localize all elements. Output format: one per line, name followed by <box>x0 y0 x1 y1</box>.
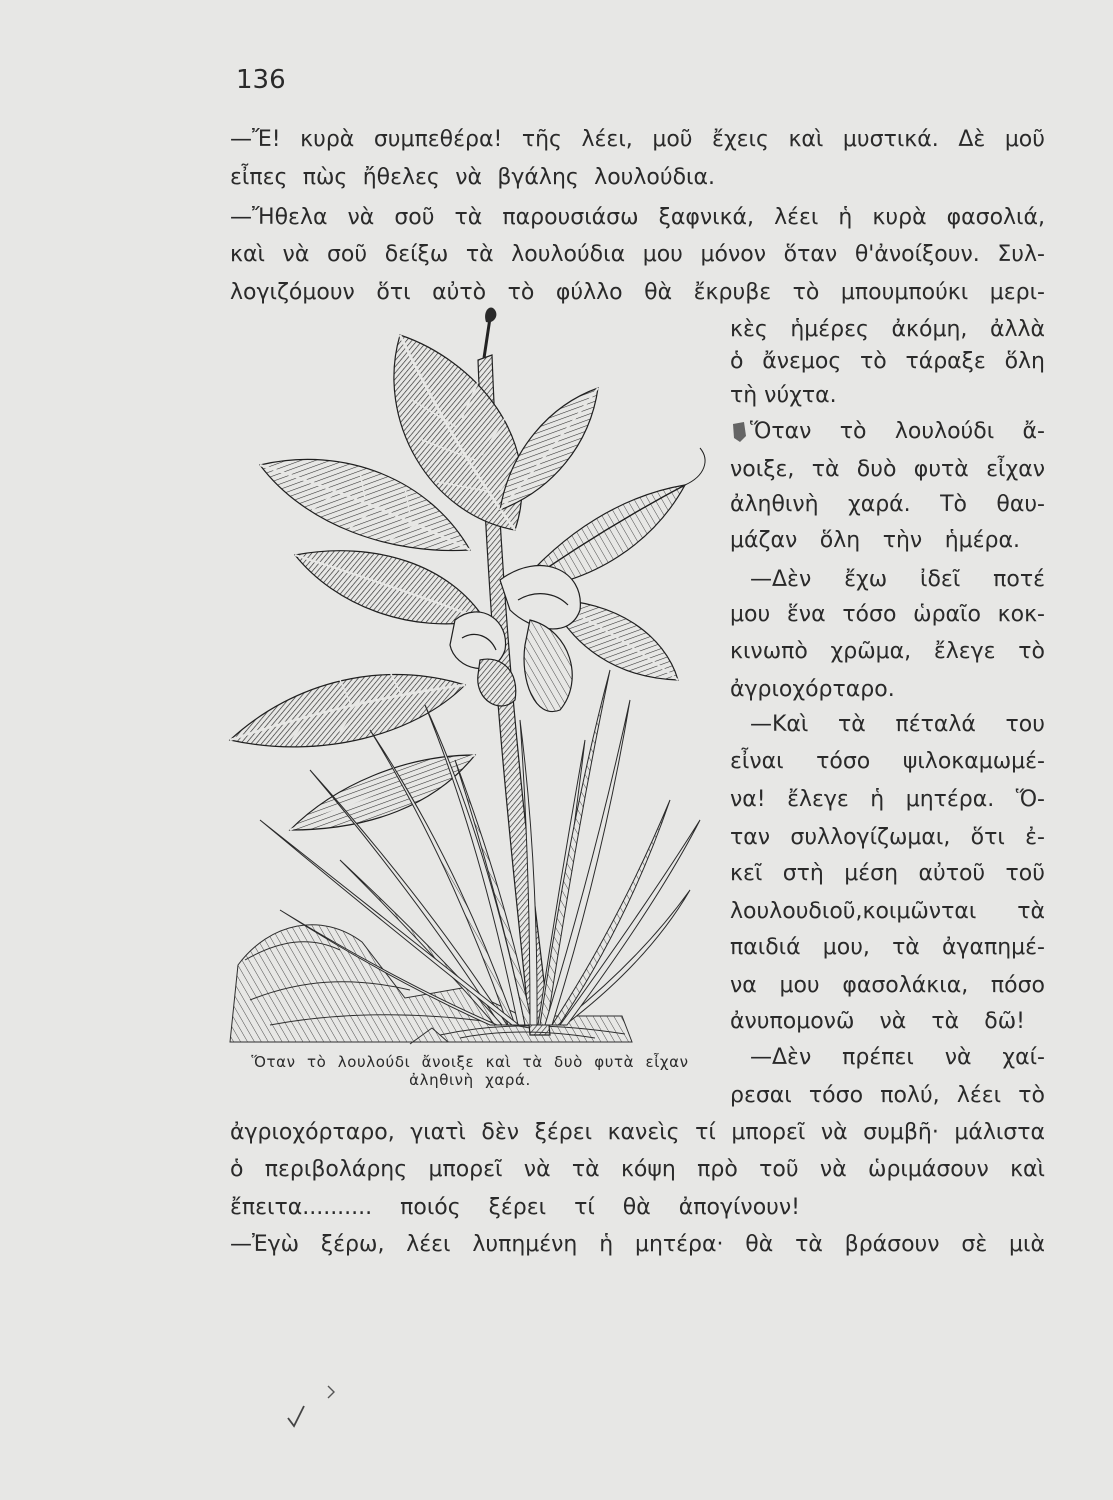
text-line: —Δὲν πρέπει νὰ χαί- <box>750 1045 1045 1070</box>
bud-stalk <box>484 318 490 358</box>
stray-mark <box>328 1386 334 1398</box>
text-line: ἔπειτα.......... ποιός ξέρει τί θὰ ἀπογίνουν! <box>230 1195 800 1220</box>
caption-line: Ὅταν τὸ λουλούδι ἄνοιξε καὶ τὰ δυὸ φυτὰ εἶχαν <box>251 1053 689 1071</box>
leaf <box>230 674 465 746</box>
text-line: κινωπὸ χρῶμα, ἔλεγε τὸ <box>730 639 1045 664</box>
text-line: μου ἕνα τόσο ὡραῖο κοκ- <box>730 602 1045 627</box>
text-line: ὁ περιβολάρης μπορεῖ νὰ τὰ κόψη πρὸ τοῦ νὰ ὡριμάσουν καὶ <box>230 1157 1045 1182</box>
text-line: —Δὲν ἔχω ἰδεῖ ποτέ <box>750 567 1045 592</box>
text-line: ταν συλλογίζωμαι, ὅτι ἐ- <box>730 825 1045 850</box>
caption-line: ἀληθινὴ χαρά. <box>409 1071 531 1089</box>
text-line: παιδιά μου, τὰ ἀγαπημέ- <box>730 935 1045 960</box>
stray-mark <box>288 1406 304 1426</box>
page-number: 136 <box>236 65 286 95</box>
text-line: —Ἤθελα νὰ σοῦ τὰ παρουσιάσω ξαφνικά, λέει ἡ κυρὰ φασολιά, <box>230 205 1045 230</box>
plant-illustration <box>200 300 730 1060</box>
text-line: λογιζόμουν ὅτι αὐτὸ τὸ φύλλο θὰ ἔκρυβε τὸ μπουμπούκι μερι- <box>230 280 1045 305</box>
text-line: ἀγριοχόρταρο, γιατὶ δὲν ξέρει κανεὶς τί μπορεῖ νὰ συμβῆ· μάλιστα <box>230 1120 1045 1145</box>
petal <box>500 566 580 629</box>
text-line: ἀληθινὴ χαρά. Τὸ θαυ- <box>730 492 1045 517</box>
text-line: ἀγριοχόρταρο. <box>730 677 895 702</box>
text-line: να μου φασολάκια, πόσο <box>730 973 1045 998</box>
bud <box>485 307 496 322</box>
leaves <box>230 335 705 830</box>
text-line: να! ἔλεγε ἡ μητέρα. Ὅ- <box>730 787 1045 812</box>
text-line: κεῖ στὴ μέση αὐτοῦ τοῦ <box>730 861 1045 886</box>
text-line: ρεσαι τόσο πολύ, λέει τὸ <box>730 1083 1045 1108</box>
petal <box>524 620 572 712</box>
text-line: —Ἐγὼ ξέρω, λέει λυπημένη ἡ μητέρα· θὰ τὰ βράσουν σὲ μιὰ <box>230 1232 1045 1257</box>
text-line: μάζαν ὅλη τὴν ἡμέρα. <box>730 528 1020 553</box>
text-line: —Καὶ τὰ πέταλά του <box>750 712 1045 737</box>
text-line: τὴ νύχτα. <box>730 383 837 408</box>
text-line: νοιξε, τὰ δυὸ φυτὰ εἶχαν <box>730 457 1045 482</box>
text-line: Ὅταν τὸ λουλούδι ἄ- <box>750 419 1045 444</box>
ink-blot <box>733 422 746 442</box>
text-line: ἀνυπομονῶ νὰ τὰ δῶ! <box>730 1009 1025 1034</box>
text-line: εἶπες πὼς ἤθελες νὰ βγάλης λουλούδια. <box>230 165 715 190</box>
tendril <box>685 448 705 485</box>
text-line: εἶναι τόσο ψιλοκαμωμέ- <box>730 749 1045 774</box>
text-line: κὲς ἡμέρες ἀκόμη, ἀλλὰ <box>730 317 1045 342</box>
text-line: λουλουδιοῦ,κοιμῶνται τὰ <box>730 899 1045 924</box>
text-line: καὶ νὰ σοῦ δείξω τὰ λουλούδια μου μόνον ὅταν θ'ἀνοίξουν. Συλ- <box>230 242 1045 267</box>
text-line: ὁ ἄνεμος τὸ τάραξε ὅλη <box>730 349 1045 374</box>
text-line: —Ἔ! κυρὰ συμπεθέρα! τῆς λέει, μοῦ ἔχεις καὶ μυστικά. Δὲ μοῦ <box>230 127 1045 152</box>
flower <box>450 566 580 712</box>
